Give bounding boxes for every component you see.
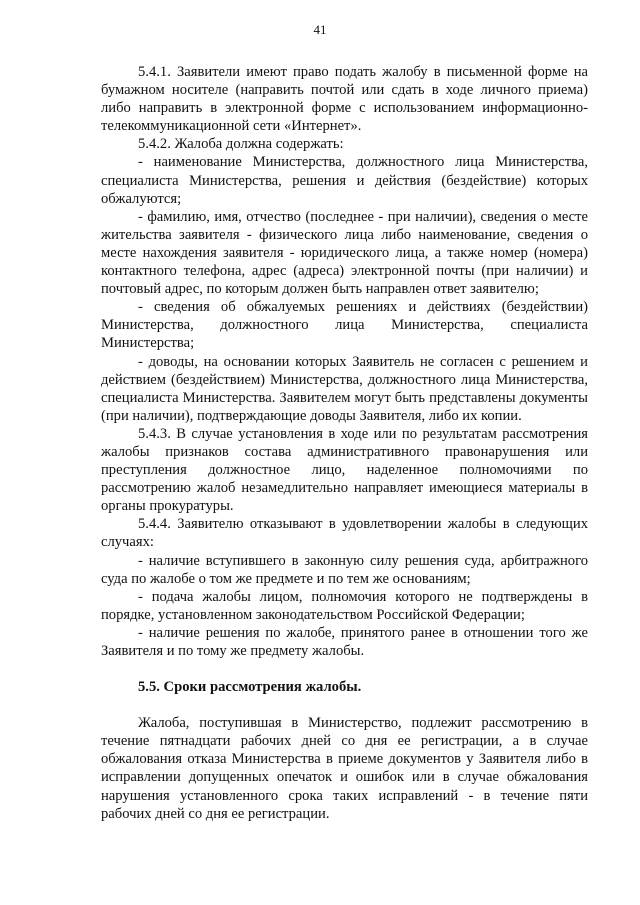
list-item-arguments: - доводы, на основании которых Заявитель не согласен с решением и действием (бездействием) Министерства, должностного лица Министерства, специалиста Министерства. Заявителем могут быть представлены документы (при наличии), подтверждающие доводы Заявителя, либо их копии. [101, 353, 588, 424]
list-item-court-decision: - наличие вступившего в законную силу решения суда, арбитражного суда по жалобе о том же предмете и по тем же основаниям; [101, 552, 588, 587]
section-heading: 5.5. Сроки рассмотрения жалобы. [138, 679, 362, 696]
paragraph-5-4-2: 5.4.2. Жалоба должна содержать: [138, 136, 344, 153]
list-item-appealed-decisions: - сведения об обжалуемых решениях и действиях (бездействии) Министерства, должностного лица Министерства, специалиста Министерства; [101, 299, 588, 352]
page-number: 41 [313, 22, 327, 37]
paragraph-5-4-1: 5.4.1. Заявители имеют право подать жалобу в письменной форме на бумажном носителе (направить почтой или сдать в ходе личного приема) либо направить в электронной форме с использованием информационно-телекоммуникационной сети «Интернет». [101, 64, 588, 135]
list-item-applicant-details: - фамилию, имя, отчество (последнее - при наличии), сведения о месте жительства заявителя - физического лица либо наименование, сведения о месте нахождения заявителя - юридического лица, а также номер (номера) контактного телефона, адрес (адреса) электронной почты (при наличии) и почтовый адрес, по которым должен быть направлен ответ заявителю; [101, 208, 588, 298]
document-body [101, 63, 588, 823]
list-item-prior-decision: - наличие решения по жалобе, принятого ранее в отношении того же Заявителя и по тому же предмету жалобы. [101, 624, 588, 659]
paragraph-5-4-3: 5.4.3. В случае установления в ходе или по результатам рассмотрения жалобы признаков состава административного правонарушения или преступления должностное лицо, наделенное полномочиями по рассмотрению жалоб незамедлительно направляет имеющиеся материалы в органы прокуратуры. [101, 425, 588, 515]
section-body: Жалоба, поступившая в Министерство, подлежит рассмотрению в течение пятнадцати рабочих дней со дня ее регистрации, а в случае обжалования отказа Министерства в приеме документов у Заявителя либо в исправлении допущенных опечаток и ошибок или в случае обжалования нарушения установленного срока таких исправлений - в течение пяти рабочих дней со дня ее регистрации. [101, 715, 588, 822]
list-item-ministry-name: - наименование Министерства, должностного лица Министерства, специалиста Министерства, решения и действия (бездействие) которых обжалуются; [101, 154, 588, 207]
list-item-unauthorized-person: - подача жалобы лицом, полномочия которого не подтверждены в порядке, установленном законодательством Российской Федерации; [101, 588, 588, 623]
paragraph-5-4-4: 5.4.4. Заявителю отказывают в удовлетворении жалобы в следующих случаях: [101, 516, 588, 551]
